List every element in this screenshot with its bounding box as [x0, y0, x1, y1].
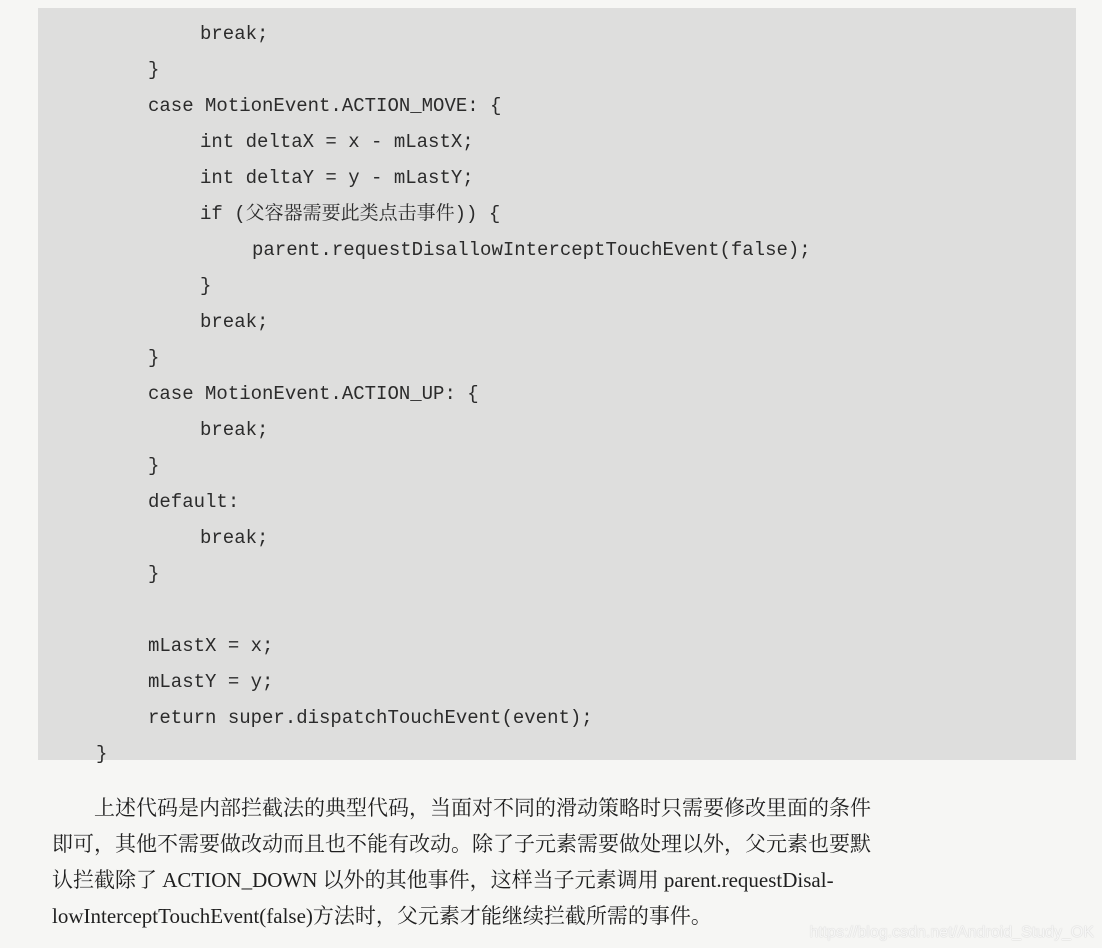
code-line: break; [200, 419, 269, 441]
paragraph-line: lowInterceptTouchEvent(false)方法时，父元素才能继续拦截所需的事件。 [52, 904, 712, 928]
code-line: int deltaY = y - mLastY; [200, 167, 474, 189]
code-line: } [148, 347, 160, 369]
code-line: } [148, 59, 160, 81]
body-paragraph [52, 790, 1080, 934]
code-line: break; [200, 311, 269, 333]
code-line: } [148, 455, 160, 477]
code-line: } [96, 743, 108, 765]
paragraph-line: 上述代码是内部拦截法的典型代码，当面对不同的滑动策略时只需要修改里面的条件 [94, 796, 871, 820]
code-line: case MotionEvent.ACTION_UP: { [148, 383, 479, 405]
code-block [38, 8, 1076, 765]
code-line: mLastY = y; [148, 671, 274, 693]
code-line: mLastX = x; [148, 635, 274, 657]
code-line: break; [200, 527, 269, 549]
paragraph-line: 认拦截除了 ACTION_DOWN 以外的其他事件，这样当子元素调用 parent.requestDisal- [52, 868, 834, 892]
code-line: break; [200, 23, 269, 45]
code-line: case MotionEvent.ACTION_MOVE: { [148, 95, 502, 117]
code-line: if (父容器需要此类点击事件)) { [200, 203, 501, 225]
code-line: } [200, 275, 212, 297]
code-line: } [148, 563, 160, 585]
code-line: parent.requestDisallowInterceptTouchEvent(false); [252, 239, 811, 261]
watermark: https://blog.csdn.net/Android_Study_OK [809, 924, 1094, 941]
code-line: return super.dispatchTouchEvent(event); [148, 707, 593, 729]
code-line: int deltaX = x - mLastX; [200, 131, 474, 153]
code-line: default: [148, 491, 240, 513]
paragraph-line: 即可，其他不需要做改动而且也不能有改动。除了子元素需要做处理以外，父元素也要默 [52, 832, 871, 856]
